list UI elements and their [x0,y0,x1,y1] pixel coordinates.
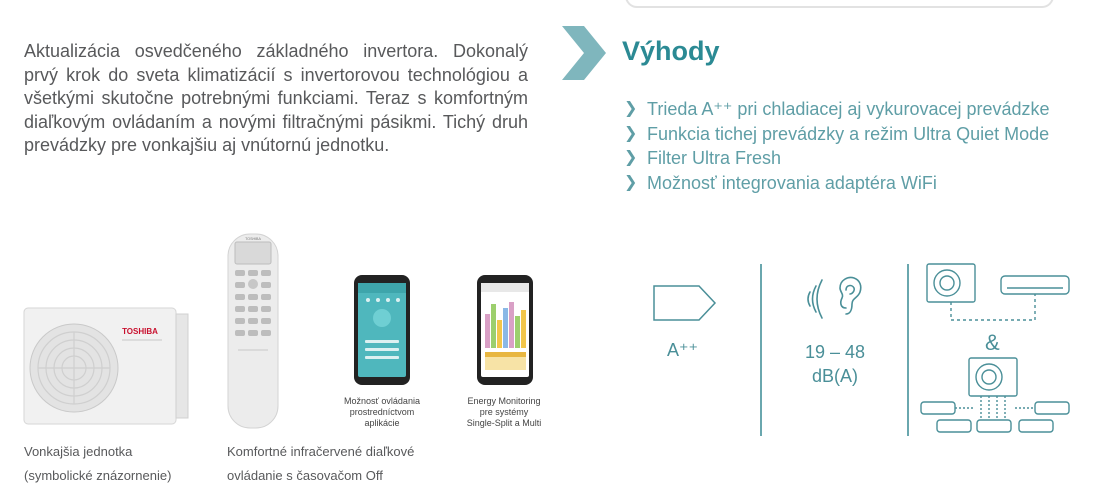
feature-divider [907,264,909,436]
outdoor-unit-caption [24,440,224,488]
benefit-text: Možnosť integrovania adaptéra WiFi [647,172,937,193]
energy-class-arrow-icon [653,285,717,321]
intro-paragraph: Aktualizácia osvedčeného základného invertora. Dokonalý prvý krok do sveta klimatizácií s invertorovou technológiou a všetkými skutočne potrebnými funkciami. Teraz s komfortným diaľkovým ovládaním a novými filtračnými pásikmi. Tichý druh prevádzky pre vonkajšiu aj vnútornú jednotku. [24,41,528,155]
caption-line: ovládanie s časovačom Off [227,468,383,483]
caption-line: Single-Split a Multi [466,418,542,428]
ear-sound-waves-icon [804,272,866,326]
sound-unit: dB(A) [811,366,858,386]
caption-line: prostredníctvom [349,407,415,417]
chevron-right-icon [560,26,606,80]
benefit-item [622,146,1080,171]
outdoor-brand-logo: TOSHIBA [122,327,158,336]
caption-line: Energy Monitoring [467,396,541,406]
benefit-item [622,171,1080,196]
benefits-list [622,97,1080,195]
energy-class-label: A⁺⁺ [667,340,699,360]
remote-control-image [226,232,280,430]
caption-line: pre systémy [479,407,529,417]
benefit-item [622,122,1080,147]
phone-energy-monitoring-image [476,274,534,386]
caption-line: Vonkajšia jednotka [24,444,133,459]
chevron-right-icon: ❯ [624,124,638,142]
benefit-item [622,97,1080,122]
single-multi-ampersand: & [985,330,1000,355]
benefit-text: Funkcia tichej prevádzky a režim Ultra Quiet Mode [647,123,1050,144]
benefit-text: Trieda A⁺⁺ pri chladiacej aj vykurovacej prevádzke [647,99,1050,119]
caption-line: Komfortné infračervené diaľkové [227,444,415,459]
app-control-caption [330,396,434,429]
outdoor-unit-image [22,304,192,428]
sound-range: 19 – 48 [804,342,866,362]
chevron-right-icon: ❯ [624,100,638,117]
remote-brand-logo: TOSHIBA [245,237,261,241]
chevron-right-icon: ❯ [624,149,638,166]
phone-app-image [353,274,411,386]
benefit-text: Filter Ultra Fresh [647,148,782,168]
sound-level-label [790,340,880,388]
benefits-title: Výhody [622,36,720,66]
caption-line: Možnosť ovládania [344,396,420,406]
top-frame-edge [625,0,1054,8]
caption-line: (symbolické znázornenie) [24,468,172,483]
chevron-right-icon: ❯ [624,173,638,191]
caption-line: aplikácie [364,418,400,428]
remote-caption [227,440,467,488]
energy-monitoring-caption [450,396,558,429]
feature-divider [760,264,762,436]
